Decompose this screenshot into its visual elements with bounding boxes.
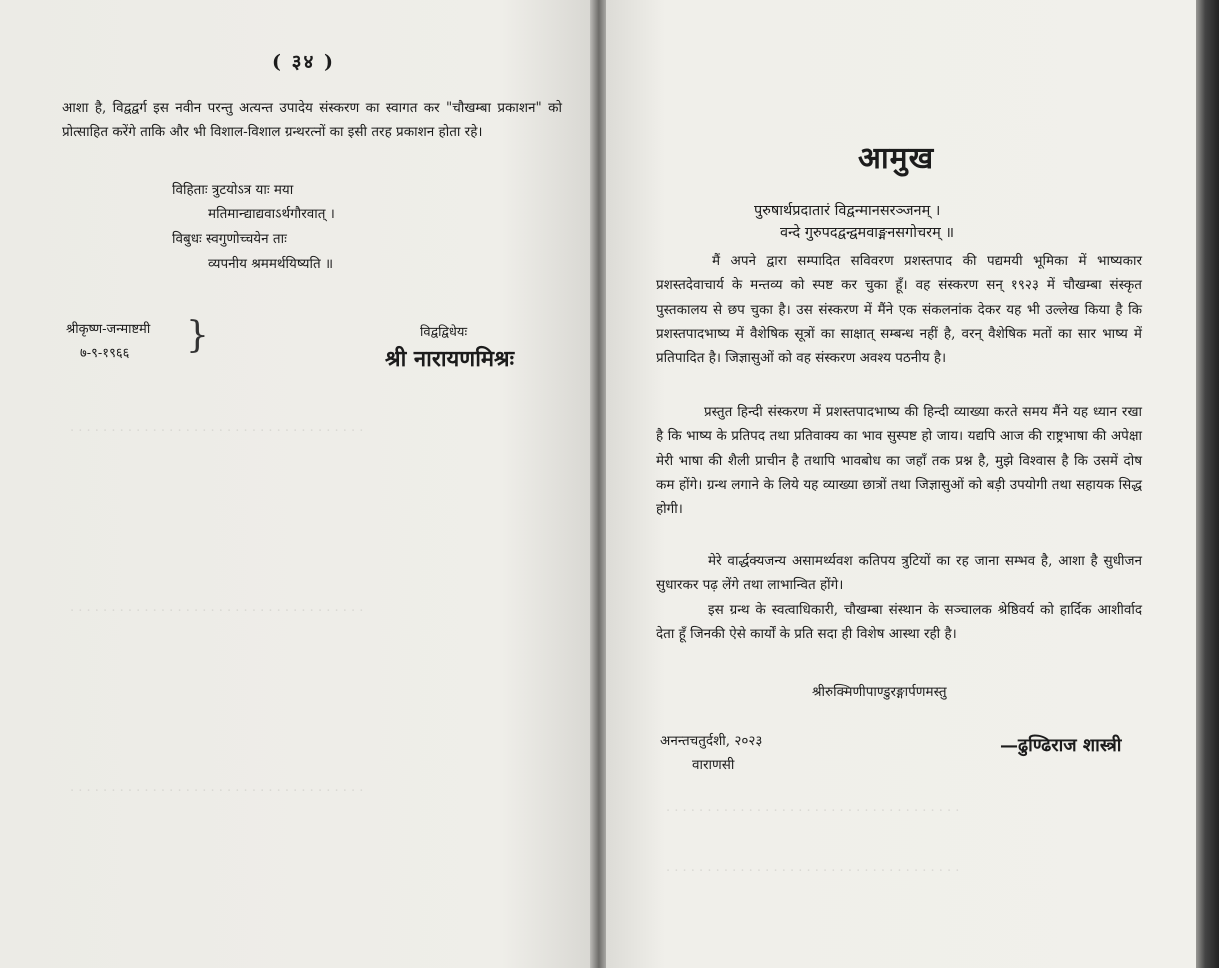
- verse-line-3: विबुधः स्वगुणोच्चयेन ताः: [172, 231, 287, 247]
- intro-paragraph: आशा है, विद्वद्वर्ग इस नवीन परन्तु अत्यन्त उपादेय संस्करण का स्वागत कर "चौखम्बा प्रकाशन" को प्रोत्साहित करेंगे ताकि और भी विशाल-विशाल ग्रन्थरत्नों का इसी तरह प्रकाशन होता रहे।: [62, 100, 562, 140]
- paragraph-3: मेरे वार्द्धक्यजन्य असामर्थ्यवश कतिपय त्रुटियों का रह जाना सम्भव है, आशा है सुधीजन सुधारकर पढ़ लेंगे तथा लाभान्वित होंगे।: [656, 553, 1142, 594]
- date: अनन्तचतुर्दशी, २०२३: [660, 733, 763, 749]
- bleed-through-text: . . . . . . . . . . . . . . . . . . . . . . . . . . . . . . . . . . . .: [70, 420, 364, 435]
- page-number: ( ३४ ): [272, 51, 335, 73]
- verse-line-4: व्यपनीय श्रममर्थयिष्यति ॥: [208, 256, 334, 272]
- paragraph-4: इस ग्रन्थ के स्वत्वाधिकारी, चौखम्बा संस्थान के सञ्चालक श्रेष्ठिवर्य को हार्दिक आशीर्वाद देता हूँ जिनकी ऐसे कार्यों के प्रति सदा ही विशेष आस्था रही है।: [656, 602, 1142, 643]
- place: वाराणसी: [692, 757, 735, 773]
- shloka-line-2: वन्दे गुरुपदद्वन्द्वमवाङ्मनसगोचरम् ॥: [780, 225, 955, 241]
- paragraph-1: मैं अपने द्वारा सम्पादित सविवरण प्रशस्तपाद की पद्यमयी भूमिका में भाष्यकार प्रशस्तदेवाचार्य के मन्तव्य को स्पष्ट कर चुका हूँ। वह संस्करण सन् १९२३ में चौखम्बा संस्कृत पुस्तकालय से छप चुका है। उस संस्करण में मैंने एक संकलनांक देकर यह भी उल्लेख किया है कि प्रशस्तपादभाष्य में वैशेषिक सूत्रों का साक्षात् सम्बन्ध नहीं है, वरन् वैशेषिक मतों का सार भाष्य में प्रतिपादित है। जिज्ञासुओं को वह संस्करण अवश्य पठनीय है।: [656, 253, 1142, 367]
- bleed-through-text: . . . . . . . . . . . . . . . . . . . . . . . . . . . . . . . . . . . .: [70, 780, 364, 795]
- signatory-name: श्री नारायणमिश्रः: [385, 346, 515, 372]
- bleed-through-text: . . . . . . . . . . . . . . . . . . . . . . . . . . . . . . . . . . . .: [666, 860, 960, 875]
- verse-line-1: विहिताः त्रुटयोऽत्र याः मया: [172, 182, 294, 198]
- page-heading: आमुख: [858, 141, 935, 176]
- author-signature: —ढुण्ढिराज शास्त्री: [1000, 735, 1122, 756]
- signatory-title: विद्वद्विधेयः: [420, 325, 468, 340]
- shloka-line-1: पुरुषार्थप्रदातारं विद्वन्मानसरञ्जनम् ।: [754, 203, 941, 219]
- brace-icon: }: [186, 315, 209, 356]
- bleed-through-text: . . . . . . . . . . . . . . . . . . . . . . . . . . . . . . . . . . . .: [666, 800, 960, 815]
- book-edge: [1196, 0, 1219, 968]
- blessing-line: श्रीरुक्मिणीपाण्डुरङ्गार्पणमस्तु: [812, 684, 947, 700]
- date-place: श्रीकृष्ण-जन्माष्टमी: [66, 322, 151, 337]
- bleed-through-text: . . . . . . . . . . . . . . . . . . . . . . . . . . . . . . . . . . . .: [70, 600, 364, 615]
- date: ७-९-१९६६: [80, 346, 130, 361]
- paragraph-2: प्रस्तुत हिन्दी संस्करण में प्रशस्तपादभाष्य की हिन्दी व्याख्या करते समय मैंने यह ध्यान रखा है कि भाष्य के प्रतिपद तथा प्रतिवाक्य का भाव सुस्पष्ट हो जाय। यद्यपि आज की राष्ट्रभाषा की अपेक्षा मेरी भाषा की शैली प्राचीन है तथापि भावबोध का जहाँ तक प्रश्न है, मुझे विश्वास है कि उसमें दोष कम होंगे। ग्रन्थ लगाने के लिये यह व्याख्या छात्रों तथा जिज्ञासुओं को बड़ी उपयोगी तथा सहायक सिद्ध होगी।: [656, 404, 1142, 518]
- book-gutter: [590, 0, 606, 968]
- verse-line-2: मतिमान्द्याद्यवाऽर्थगौरवात् ।: [208, 206, 335, 222]
- left-page: [0, 0, 590, 968]
